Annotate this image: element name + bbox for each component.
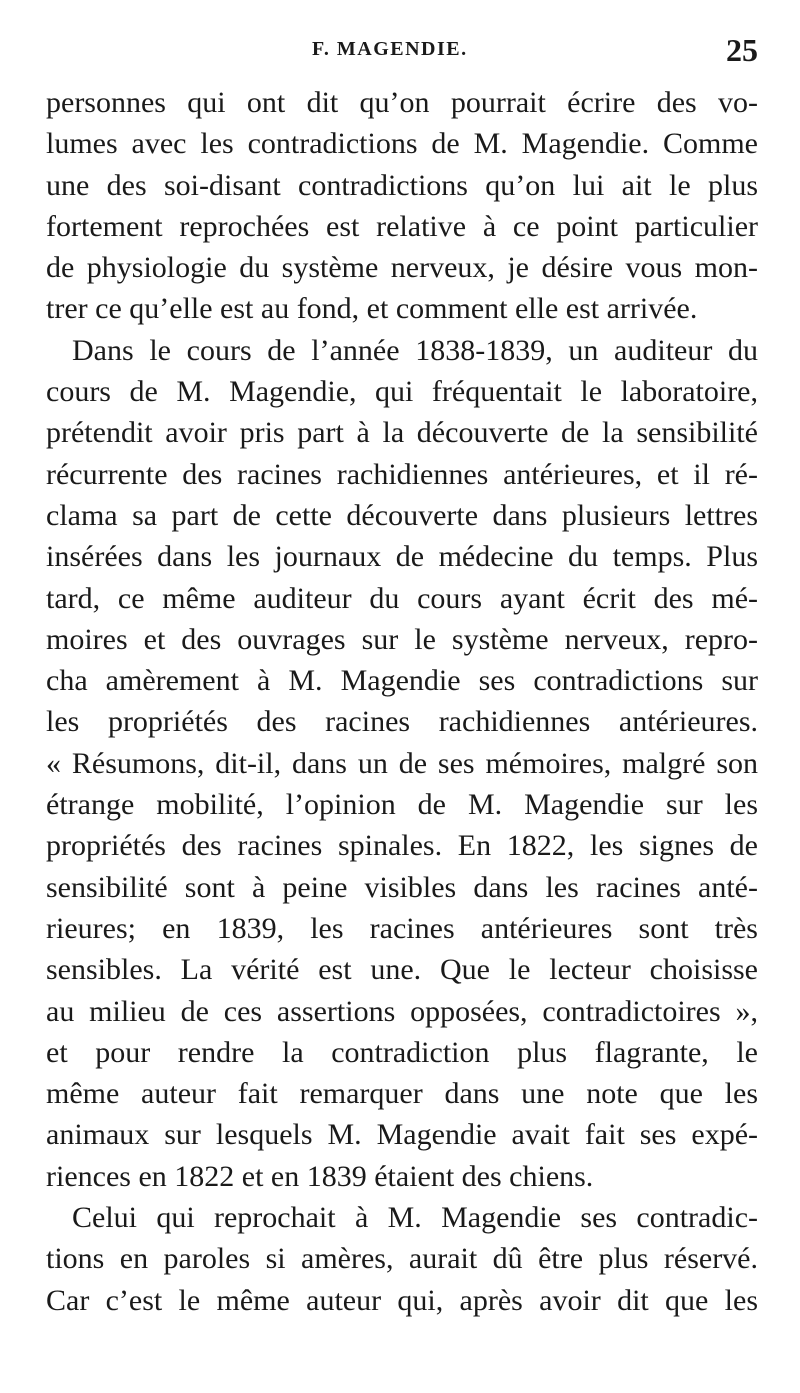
text-line: sensibles. La vérité est une. Que le lecteur choisisse [46,953,758,987]
text-line: une des soi-disant contradictions qu’on lui ait le plus [46,168,758,202]
text-line: lumes avec les contradictions de M. Magendie. Comme [46,127,758,161]
text-line: Celui qui reprochait à M. Magendie ses contradic- [72,1201,758,1235]
text-line: Car c’est le même auteur qui, après avoir dit que les [46,1283,758,1317]
text-line: personnes qui ont dit qu’on pourrait écrire des vo- [46,86,758,119]
text-line: « Résumons, dit-il, dans un de ses mémoires, malgré son [46,746,758,780]
text-line: étrange mobilité, l’opinion de M. Magendie sur les [46,788,758,822]
text-line: même auteur fait remarquer dans une note que les [46,1077,758,1111]
text-line: sensibilité sont à peine visibles dans les racines anté- [46,870,758,904]
running-title: F. MAGENDIE. [312,38,468,60]
text-line: moires et des ouvrages sur le système nerveux, repro- [46,622,758,656]
text-line: clama sa part de cette découverte dans plusieurs lettres [46,498,758,532]
text-line: trer ce qu’elle est au fond, et comment elle est arrivée. [46,292,698,326]
text-line: fortement reprochées est relative à ce point particulier [46,209,758,243]
text-line: et pour rendre la contradiction plus flagrante, le [46,1035,758,1069]
text-line: tard, ce même auditeur du cours ayant écrit des mé- [46,581,758,615]
text-line: récurrente des racines rachidiennes antérieures, et il ré- [46,457,758,491]
text-line: Dans le cours de l’année 1838-1839, un auditeur du [72,333,758,367]
text-line: insérées dans les journaux de médecine du temps. Plus [46,540,758,574]
text-line: animaux sur lesquels M. Magendie avait fait ses expé- [46,1118,758,1152]
text-line: cours de M. Magendie, qui fréquentait le laboratoire, [46,375,758,409]
text-line: tions en paroles si amères, aurait dû être plus réservé. [46,1242,758,1276]
text-line: rieures; en 1839, les racines antérieures sont très [46,911,758,945]
text-line: au milieu de ces assertions opposées, contradictoires », [46,994,758,1028]
text-line: les propriétés des racines rachidiennes antérieures. [46,705,758,739]
page-number: 25 [726,32,758,68]
text-line: prétendit avoir pris part à la découverte de la sensibilité [46,416,758,450]
text-line: de physiologie du système nerveux, je désire vous mon- [46,251,758,285]
text-line: cha amèrement à M. Magendie ses contradictions sur [46,664,758,698]
text-line: propriétés des racines spinales. En 1822, les signes de [46,829,758,863]
text-line: riences en 1822 et en 1839 étaient des chiens. [46,1159,594,1193]
body-text [46,82,758,1321]
running-head [0,32,800,72]
